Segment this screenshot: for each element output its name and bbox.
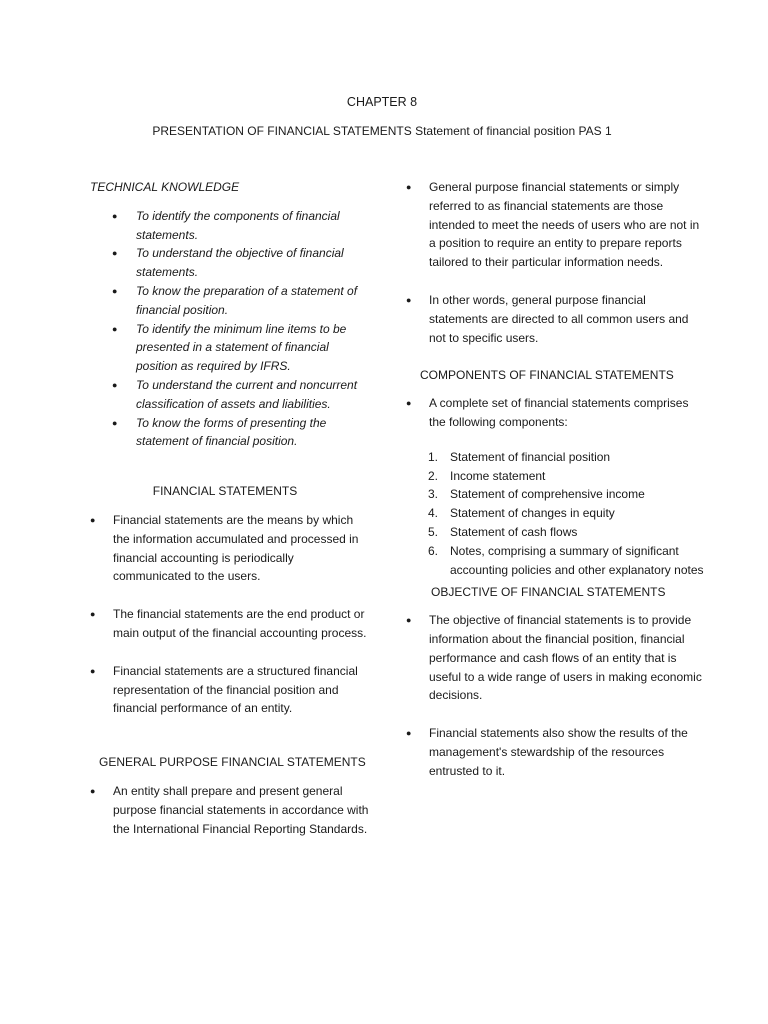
list-item: ● Financial statements are a structured financial representation of the financial position and financial performance of an entity. — [90, 662, 370, 718]
item-number: 4. — [428, 506, 439, 521]
numbered-item — [428, 448, 706, 467]
numbered-item — [428, 467, 706, 486]
list-item: ● To know the preparation of a statement of financial position. — [112, 282, 370, 320]
item-number: 5. — [428, 524, 439, 539]
document-title: PRESENTATION OF FINANCIAL STATEMENTS Statement of financial position PAS 1 — [152, 124, 612, 138]
item-number: 2. — [428, 468, 439, 483]
objective-list — [406, 611, 706, 780]
list-item: ● General purpose financial statements or simply referred to as financial statements are those intended to meet the needs of users who are not in a position to require an entity to prepare reports tailored to their particular information needs. — [406, 178, 706, 272]
list-item: ● To identify the components of financial statements. — [112, 207, 370, 245]
technical-knowledge-list — [112, 207, 370, 451]
financial-statements-list — [90, 511, 370, 718]
item-text: Statement of financial position — [450, 449, 611, 464]
list-item: ● To understand the current and noncurrent classification of assets and liabilities. — [112, 376, 370, 414]
list-item: ● The objective of financial statements is to provide information about the financial position, financial performance and cash flows of an entity that is useful to a wide range of users in making economic decisions. — [406, 611, 706, 705]
item-text: Income statement — [450, 468, 546, 483]
general-purpose-list — [90, 782, 370, 838]
objective-heading: OBJECTIVE OF FINANCIAL STATEMENTS — [431, 585, 666, 600]
numbered-item — [428, 485, 706, 504]
item-number: 3. — [428, 487, 439, 502]
financial-statements-heading: FINANCIAL STATEMENTS — [152, 484, 298, 499]
list-item: ● To understand the objective of financial statements. — [112, 244, 370, 282]
list-item: ● An entity shall prepare and present general purpose financial statements in accordance with the International Financial Reporting Standards. — [90, 782, 370, 838]
item-number: 1. — [428, 449, 439, 464]
list-item: ● In other words, general purpose financial statements are directed to all common users and not to specific users. — [406, 291, 706, 347]
item-text: Statement of comprehensive income — [450, 487, 645, 502]
right-column — [406, 178, 706, 800]
item-number: 6. — [428, 543, 439, 558]
components-intro-list — [406, 394, 706, 432]
list-item: ● To know the forms of presenting the statement of financial position. — [112, 414, 370, 452]
left-column — [90, 178, 370, 857]
components-list — [428, 448, 706, 580]
list-item: ● Financial statements are the means by which the information accumulated and processed in financial accounting is periodically communicated to the users. — [90, 511, 370, 586]
item-text: Notes, comprising a summary of significant accounting policies and other explanatory notes — [450, 543, 704, 577]
numbered-item — [428, 523, 706, 542]
technical-knowledge-heading: TECHNICAL KNOWLEDGE — [90, 180, 240, 194]
numbered-item — [428, 504, 706, 523]
list-item: ● To identify the minimum line items to be presented in a statement of financial position as required by IFRS. — [112, 320, 370, 376]
components-heading: COMPONENTS OF FINANCIAL STATEMENTS — [420, 368, 674, 383]
general-purpose-continued-list — [406, 178, 706, 347]
item-text: Statement of cash flows — [450, 524, 578, 539]
list-item: ● The financial statements are the end product or main output of the financial accounting process. — [90, 605, 370, 643]
list-item: ● A complete set of financial statements comprises the following components: — [406, 394, 706, 432]
numbered-item — [428, 542, 706, 580]
item-text: Statement of changes in equity — [450, 506, 615, 521]
list-item: ● Financial statements also show the results of the management's stewardship of the resources entrusted to it. — [406, 724, 706, 780]
chapter-title: CHAPTER 8 — [346, 95, 418, 109]
general-purpose-heading: GENERAL PURPOSE FINANCIAL STATEMENTS — [99, 755, 366, 770]
